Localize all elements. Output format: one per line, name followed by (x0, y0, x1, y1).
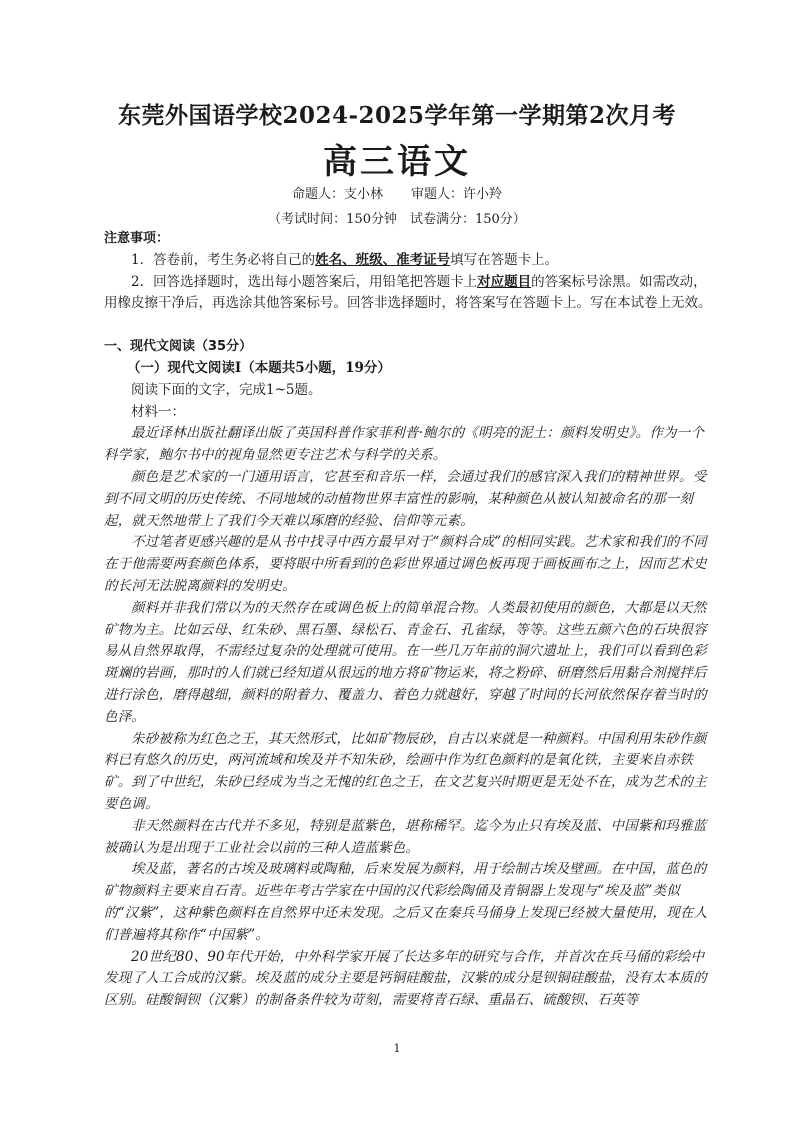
passage-paragraph: 颜料并非我们常以为的天然存在或调色板上的简单混合物。人类最初使用的颜色，大都是以天然矿物为主。比如云母、红朱砂、黑石墨、绿松石、青金石、孔雀绿，等等。这些五颜六色的石块很容易从自然界取得，不需经过复杂的处理就可使用。在一些几万年前的洞穴遗址上，我们可以看到色彩斑斓的岩画，那时的人们就已经知道从很远的地方将矿物运来，将之粉碎、研磨然后用黏合剂搅拌后进行涂色，磨得越细，颜料的附着力、覆盖力、着色力就越好，穿越了时间的长河依然保存着当时的色泽。 (104, 599, 707, 725)
passage-paragraph: 颜色是艺术家的一门通用语言，它甚至和音乐一样，会通过我们的感官深入我们的精神世界。受到不同文明的历史传统、不同地域的动植物世界丰富性的影响，某种颜色从被认知被命名的那一刻起，就天然地带上了我们今天难以琢磨的经验、信仰等元素。 (104, 468, 707, 529)
exam-info: （考试时间：150分钟 试卷满分：150分） (268, 212, 526, 227)
setter-line (0, 183, 794, 202)
reviewer-name: 审题人：许小羚 (411, 187, 503, 202)
material-label: 材料一： (131, 403, 185, 420)
passage-paragraph: 非天然颜料在古代并不多见，特别是蓝紫色，堪称稀罕。迄今为止只有埃及蓝、中国紫和玛雅蓝被确认为是出现于工业社会以前的三种人造蓝紫色。 (104, 817, 707, 856)
exam-title: 东莞外国语学校2024-2025学年第一学期第2次月考 (117, 102, 677, 129)
passage-paragraph: 最近译林出版社翻译出版了英国科普作家菲利普·鲍尔的《明亮的泥土：颜料发明史》。作为一个科学家，鲍尔书中的视角显然更专注艺术与科学的关系。 (104, 425, 705, 464)
setter-name: 命题人：支小林 (291, 187, 383, 202)
section-title: 一、现代文阅读（35分） (104, 339, 253, 355)
passage-paragraph: 朱砂被称为红色之王，其天然形式，比如矿物辰砂，自古以来就是一种颜料。中国利用朱砂作颜料已有悠久的历史，两河流域和埃及并不知朱砂，绘画中作为红色颜料的是氧化铁，主要来自赤铁矿。到了中世纪，朱砂已经成为当之无愧的红色之王，在文艺复兴时期更是无处不在，成为艺术的主要色调。 (104, 730, 707, 812)
subject-title: 高三语文 (323, 142, 471, 182)
passage-paragraph: 埃及蓝，著名的古埃及玻璃料或陶釉，后来发展为颜料，用于绘制古埃及壁画。在中国，蓝色的矿物颜料主要来自石青。近些年考古学家在中国的汉代彩绘陶俑及青铜器上发现与“埃及蓝”类似的“汉紫”，这种紫色颜料在自然界中还未发现。之后又在秦兵马俑身上发现已经被大量使用，现在人们普遍将其称作“中国紫”。 (104, 861, 708, 943)
exam-body (104, 228, 714, 1012)
passage-paragraph: 不过笔者更感兴趣的是从书中找寻中西方最早对于“颜料合成”的相同实践。艺术家和我们的不同在于他需要两套颜色体系，要将眼中所看到的色彩世界通过调色板再现于画板画布之上，因而艺术史的长河无法脱离颜料的发明史。 (104, 534, 707, 594)
notice-item-1: 1．答卷前，考生务必将自己的姓名、班级、准考证号填写在答题卡上。 (131, 251, 559, 268)
page-number: 1 (393, 1042, 401, 1055)
passage-paragraph: 20世纪80、90年代开始，中外科学家开展了长达多年的研究与合作，并首次在兵马俑的彩绘中发现了人工合成的汉紫。埃及蓝的成分主要是钙铜硅酸盐，汉紫的成分是钡铜硅酸盐，没有太本质的区别。硅酸铜钡（汉紫）的制备条件较为苛刻，需要将青石绿、重晶石、硫酸钡、石英等 (104, 948, 707, 1009)
subsection-title: （一）现代文阅读Ⅰ（本题共5小题，19分） (126, 359, 391, 376)
notice-item-2: 2．回答选择题时，选出每小题答案后，用铅笔把答题卡上对应题目的答案标号涂黑。如需改动，用橡皮擦干净后，再选涂其他答案标号。回答非选择题时，将答案写在答题卡上。写在本试卷上无效。 (104, 273, 712, 312)
notice-title: 注意事项： (104, 231, 170, 246)
reading-instruction: 阅读下面的文字，完成1~5题。 (131, 381, 322, 398)
